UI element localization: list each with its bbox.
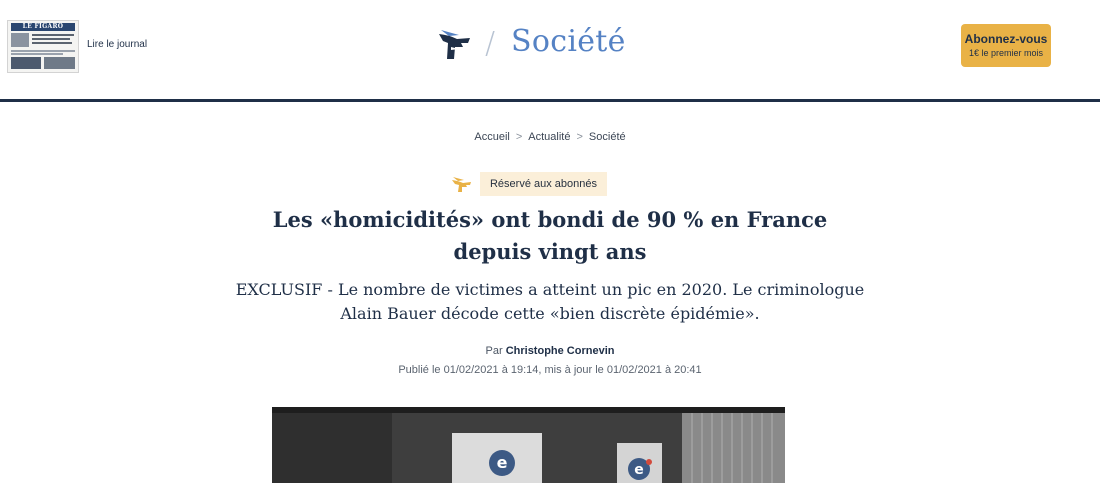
site-header bbox=[0, 0, 1100, 99]
breadcrumb bbox=[0, 131, 1100, 143]
subscribe-sublabel: 1€ le premier mois bbox=[968, 48, 1044, 58]
author-link[interactable]: Christophe Cornevin bbox=[505, 345, 615, 357]
article-byline bbox=[0, 345, 1100, 357]
newspaper-thumbnail[interactable] bbox=[7, 20, 79, 73]
figaro-logo-icon[interactable] bbox=[437, 27, 473, 61]
article-standfirst: EXCLUSIF - Le nombre de victimes a atteint un pic en 2020. Le criminologue Alain Bauer décode cette «bien discrète épidémie». bbox=[235, 280, 865, 323]
subscribe-button[interactable] bbox=[961, 24, 1051, 67]
breadcrumb-item-accueil[interactable]: Accueil bbox=[474, 131, 510, 143]
newspaper-thumb-masthead: LE FIGARO bbox=[11, 23, 75, 31]
premium-subscriber-icon bbox=[452, 175, 472, 193]
breadcrumb-item-societe[interactable]: Société bbox=[588, 131, 626, 143]
chevron-right-icon: > bbox=[515, 131, 523, 143]
header-divider bbox=[0, 99, 1100, 102]
article-headline: Les «homicidités» ont bondi de 90 % en France depuis vingt ans bbox=[272, 207, 828, 264]
byline-prefix: Par bbox=[485, 345, 503, 357]
chevron-right-icon: > bbox=[576, 131, 583, 143]
subscriber-only-badge: Réservé aux abonnés bbox=[480, 172, 607, 196]
section-title[interactable]: Société bbox=[511, 24, 626, 59]
article-dates: Publié le 01/02/2021 à 19:14, mis à jour le 01/02/2021 à 20:41 bbox=[398, 364, 702, 376]
breadcrumb-item-actualite[interactable]: Actualité bbox=[528, 131, 571, 143]
svg-text:e: e bbox=[634, 462, 644, 478]
svg-text:e: e bbox=[496, 453, 508, 472]
read-newspaper-link[interactable]: Lire le journal bbox=[87, 39, 148, 50]
title-separator: / bbox=[485, 26, 496, 61]
article-photo bbox=[272, 407, 785, 483]
subscribe-label: Abonnez-vous bbox=[964, 32, 1048, 46]
